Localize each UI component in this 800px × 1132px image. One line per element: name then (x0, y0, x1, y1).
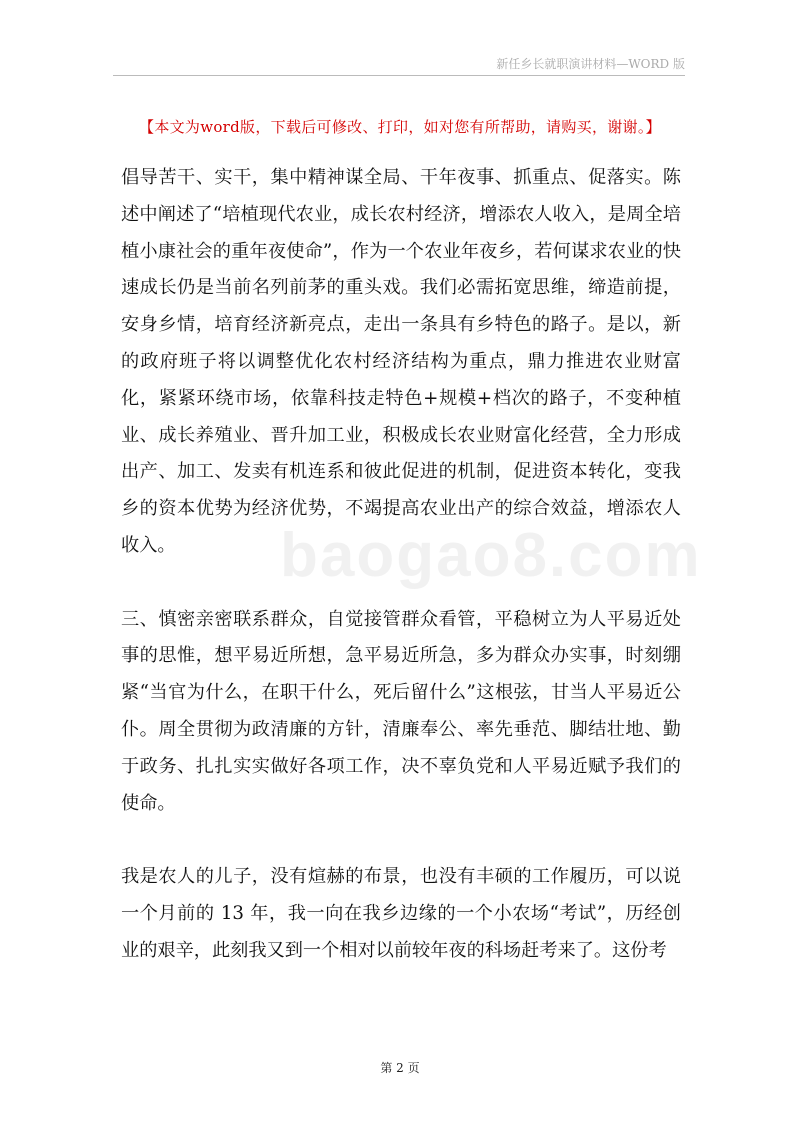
page-number: 第 2 页 (380, 1061, 420, 1075)
paragraph-1: 倡导苦干、实干，集中精神谋全局、干年夜事、抓重点、促落实。陈述中阐述了“培植现代农业，成长农村经济，增添农人收入，是周全培植小康社会的重年夜使命”，作为一个农业年夜乡，若何谋求农业的快速成长仍是当前名列前茅的重头戏。我们必需拓宽思维，缔造前提，安身乡情，培育经济新亮点，走出一条具有乡特色的路子。是以，新的政府班子将以调整优化农村经济结构为重点，鼎力推进农业财富化，紧紧环绕市场，依靠科技走特色+规模+档次的路子，不变种植业、成长养殖业、晋升加工业，积极成长农业财富化经营，全力形成出产、加工、发卖有机连系和彼此促进的机制，促进资本转化，变我乡的资本优势为经济优势，不竭提高农业出产的综合效益，增添农人收入。 (121, 167, 681, 556)
watermark: baogao8.com (280, 521, 702, 590)
paragraph-3: 我是农人的儿子，没有煊赫的布景，也没有丰硕的工作履历，可以说一个月前的 13 年，我一向在我乡边缘的一个小农场“考试”，历经创业的艰辛，此刻我又到一个相对以前较年夜的科场赶考来了。这份考 (121, 866, 681, 961)
document-body (121, 160, 681, 970)
paragraph-2: 三、慎密亲密联系群众，自觉接管群众看管，平稳树立为人平易近处事的思惟，想平易近所想，急平易近所急，多为群众办实事，时刻绷紧“当官为什么，在职干什么，死后留什么”这根弦，甘当人平易近公仆。周全贯彻为政清廉的方针，清廉奉公、率先垂范、脚结壮地、勤于政务、扎扎实实做好各项工作，决不辜负党和人平易近赋予我们的使命。 (121, 608, 681, 814)
header-divider (113, 75, 685, 76)
purchase-notice: 【本文为word版，下载后可修改、打印，如对您有所帮助，请购买，谢谢。】 (139, 118, 661, 136)
page-header: 新任乡长就职演讲材料—WORD 版 (496, 57, 685, 71)
